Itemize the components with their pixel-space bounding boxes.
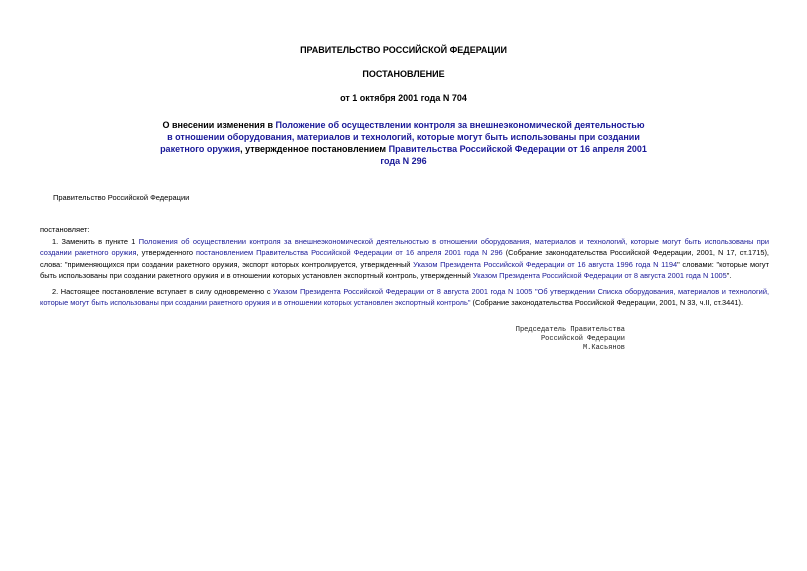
title-text-1: О внесении изменения в [162, 120, 276, 130]
signature-title: Председатель Правительства [515, 326, 625, 334]
p1-link-regulation[interactable]: Положения об осуществлении контроля за внешнеэкономической деятельностью в отношении оборудования, материалов и технологий, которые могут быть использованы при создании ракетного оружия [40, 237, 770, 258]
signature-name: М.Касьянов [582, 344, 625, 353]
p1-link-decree-1194[interactable]: Указом Президента Российской Федерации от 16 августа 1996 года N 1194 [413, 259, 678, 269]
title-text-2: , утвержденное постановлением [240, 144, 389, 154]
government-heading: ПРАВИТЕЛЬСТВО РОССИЙСКОЙ ФЕДЕРАЦИИ [300, 45, 507, 55]
signature-org: Российской Федерации [540, 335, 625, 344]
p2-text-2: (Собрание законодательства Российской Федерации, 2001, N 33, ч.II, ст.3441). [470, 298, 744, 308]
p2-text-1: 2. Настоящее постановление вступает в силу одновременно с [52, 287, 274, 296]
postanovlyaet: постановляет: [40, 225, 90, 234]
date-number-heading: от 1 октября 2001 года N 704 [340, 93, 467, 103]
document-title [160, 119, 647, 167]
title-link-resolution[interactable]: Правительства Российской Федерации от 16 апреля 2001 года N 296 [380, 144, 647, 166]
p1-text-4: " словами: "которые могут быть использованы при создании ракетного оружия и в отношении которых установлен экспортный контроль, утвержденный [40, 259, 769, 281]
title-link-regulation[interactable]: Положение об осуществлении контроля за внешнеэкономической деятельностью в отношении оборудования, материалов и технологий, которые могут быть использованы при создании ракетного оружия [160, 120, 645, 154]
p1-text-5: ". [726, 271, 732, 281]
document-type-heading: ПОСТАНОВЛЕНИЕ [362, 69, 445, 79]
p1-text-2: , утвержденного [136, 248, 197, 258]
p2-link-decree-1005[interactable]: Указом Президента Российской Федерации от 8 августа 2001 года N 1005 "Об утверждении Списка оборудования, материалов и технологий, которые могут быть использованы при создании ракетного оружия и в отношении которых установлен экспортный контроль" [40, 287, 769, 308]
paragraph-2 [40, 286, 769, 309]
p1-link-resolution[interactable]: постановлением Правительства Российской Федерации от 16 апреля 2001 года N 296 [196, 248, 503, 258]
paragraph-1 [40, 236, 769, 282]
p1-link-decree-1005[interactable]: Указом Президента Российской Федерации от 8 августа 2001 года N 1005 [472, 271, 727, 281]
p1-text-3: (Собрание законодательства Российской Федерации, 2001, N 17, ст.1715), слова: "применяющихся при создании ракетного оружия, экспорт которых контролируется, утвержденный [40, 248, 769, 269]
signature-block [455, 326, 625, 354]
p1-text-1: 1. Заменить в пункте 1 [52, 237, 139, 246]
preamble: Правительство Российской Федерации [53, 193, 190, 202]
